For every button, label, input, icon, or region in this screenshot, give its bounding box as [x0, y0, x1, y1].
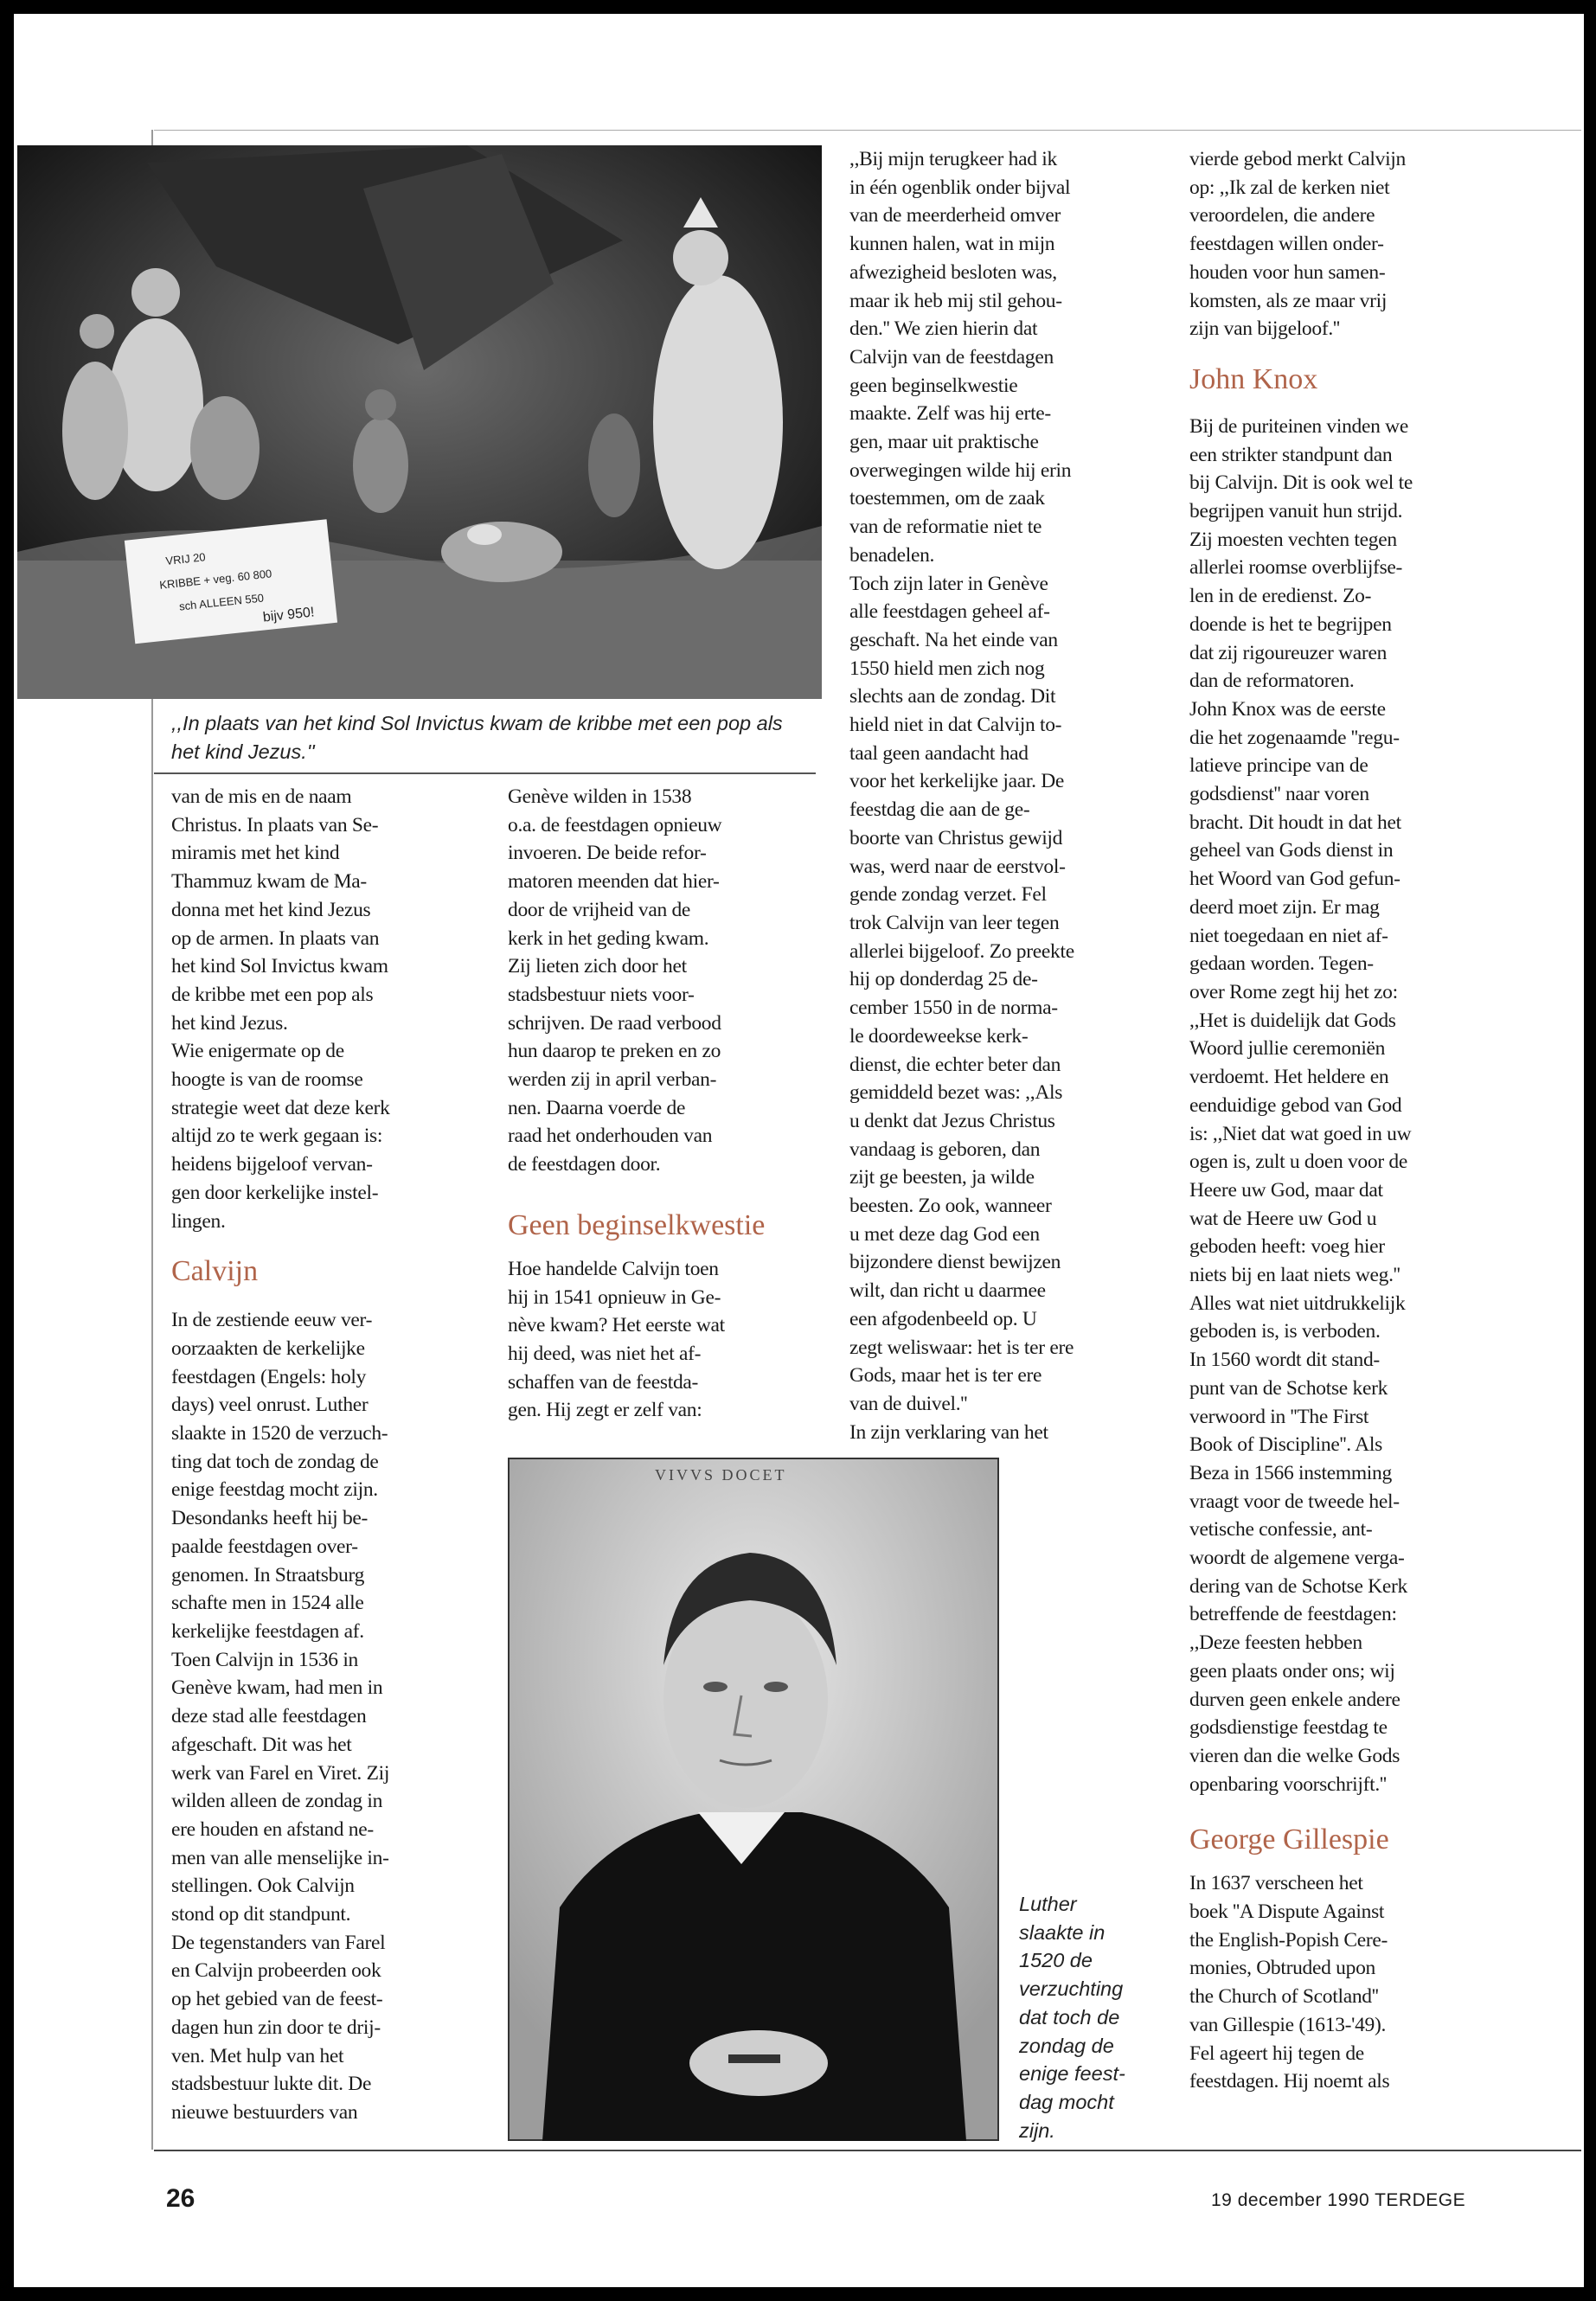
col1-line: ting dat toch de zondag de	[171, 1450, 379, 1473]
col4-line: verdoemt. Het heldere en	[1189, 1066, 1389, 1089]
col3-line: geschaft. Na het einde van	[849, 628, 1058, 651]
col1-line: stond op dit standpunt.	[171, 1903, 351, 1926]
col1-line: werk van Farel en Viret. Zij	[171, 1761, 390, 1785]
portrait-caption-line: dag mocht	[1019, 2090, 1114, 2113]
col1-line: nieuwe bestuurders van	[171, 2100, 358, 2124]
col4-line: geen plaats onder ons; wij	[1189, 1659, 1395, 1682]
top-rule	[154, 130, 1581, 131]
portrait-caption-line: enige feest-	[1019, 2062, 1125, 2086]
bottom-rule	[154, 2150, 1581, 2151]
scan-border-bottom	[0, 2287, 1596, 2301]
price-card-line-3: sch ALLEEN 550	[178, 591, 265, 613]
portrait-caption	[1019, 1890, 1149, 2144]
caption-rule	[154, 772, 816, 774]
col4-line: eenduidige gebod van God	[1189, 1093, 1402, 1117]
col1-line: paalde feestdagen over-	[171, 1535, 358, 1558]
portrait-caption-line: zondag de	[1019, 2034, 1114, 2057]
col1-line: feestdagen (Engels: holy	[171, 1365, 367, 1388]
col1-line: wilden alleen de zondag in	[171, 1790, 383, 1813]
col1-line: Toen Calvijn in 1536 in	[171, 1648, 358, 1671]
col4-line: geboden is, is verboden.	[1189, 1320, 1381, 1343]
col2-line: hij in 1541 opnieuw in Ge-	[508, 1285, 721, 1309]
col2-line: gen. Hij zegt er zelf van:	[508, 1399, 702, 1422]
col4-line: ogen is, zult u doen voor de	[1189, 1150, 1408, 1174]
column-1	[171, 783, 470, 2127]
col1-line: De tegenstanders van Farel	[171, 1931, 386, 1954]
col3-line: maakte. Zelf was hij erte-	[849, 402, 1051, 426]
col4-line: betreffende de feestdagen:	[1189, 1603, 1397, 1626]
col1-line: donna met het kind Jezus	[171, 898, 371, 921]
col4-line: vraagt voor de tweede hel-	[1189, 1490, 1400, 1513]
col3-line: benadelen.	[849, 543, 935, 567]
col3-line: cember 1550 in de norma-	[849, 997, 1058, 1020]
col3-line: kunnen halen, wat in mijn	[849, 233, 1055, 256]
portrait-caption-line: 1520 de	[1019, 1949, 1093, 1972]
col4-line: feestdagen. Hij noemt als	[1189, 2070, 1390, 2093]
col3-line: geen beginselkwestie	[849, 374, 1018, 397]
col3-line: toestemmen, om de zaak	[849, 487, 1045, 510]
col4-line: dering van de Schotse Kerk	[1189, 1574, 1407, 1598]
col2-line: nève kwam? Het eerste wat	[508, 1314, 725, 1337]
col1-line: heidens bijgeloof vervan-	[171, 1153, 373, 1176]
col4-line: the English-Popish Cere-	[1189, 1928, 1388, 1952]
col2-line: nen. Daarna voerde de	[508, 1096, 686, 1119]
col2-line: raad het onderhouden van	[508, 1125, 713, 1148]
col3-line: zegt weliswaar: het is ter ere	[849, 1336, 1074, 1359]
col1-line: Wie enigermate op de	[171, 1040, 344, 1063]
col2-line: matoren meenden dat hier-	[508, 870, 720, 894]
col2-line: invoeren. De beide refor-	[508, 842, 707, 865]
col3-line: dienst, die echter beter dan	[849, 1053, 1061, 1076]
col1-line: en Calvijn probeerden ook	[171, 1959, 381, 1983]
col4-line: Alles wat niet uitdrukkelijk	[1189, 1292, 1406, 1315]
col4-line: het Woord van God gefun-	[1189, 868, 1401, 891]
col3-line: in één ogenblik onder bijval	[849, 176, 1071, 199]
col1-line: strategie weet dat deze kerk	[171, 1096, 390, 1119]
col4-line: komsten, als ze maar vrij	[1189, 289, 1388, 312]
portrait-caption-line: slaakte in	[1019, 1920, 1106, 1944]
portrait-caption-line: zijn.	[1019, 2118, 1055, 2142]
col3-line: overwegingen wilde hij erin	[849, 458, 1072, 482]
col1-line: hoogte is van de roomse	[171, 1068, 363, 1092]
col3-line: voor het kerkelijke jaar. De	[849, 770, 1065, 793]
col3-line: le doordeweekse kerk-	[849, 1024, 1029, 1048]
col1-line: altijd zo te werk gegaan is:	[171, 1125, 383, 1148]
col3-line: maar ik heb mij stil gehou-	[849, 289, 1062, 312]
col4-line: allerlei roomse overblijfse-	[1189, 556, 1403, 580]
col4-line: Fel ageert hij tegen de	[1189, 2041, 1364, 2065]
nativity-scene-photo	[17, 145, 822, 699]
col4-line: gedaan worden. Tegen-	[1189, 952, 1374, 976]
scan-border-right	[1584, 0, 1596, 2301]
col3-line: zijt ge beesten, ja wilde	[849, 1166, 1035, 1189]
col4-line: geboden heeft: voeg hier	[1189, 1235, 1385, 1259]
col3-line: 1550 hield men zich nog	[849, 657, 1045, 680]
col4-line: bij Calvijn. Dit is ook wel te	[1189, 471, 1413, 495]
col4-line: die het zogenaamde ''regu-	[1189, 726, 1400, 749]
col4-line: Woord jullie ceremoniën	[1189, 1037, 1386, 1061]
col3-line: u denkt dat Jezus Christus	[849, 1109, 1055, 1132]
col4-line: is: ,,Niet dat wat goed in uw	[1189, 1122, 1412, 1145]
col1-line: Thammuz kwam de Ma-	[171, 870, 367, 894]
col1-line: Christus. In plaats van Se-	[171, 813, 379, 836]
col1-line: genomen. In Straatsburg	[171, 1563, 365, 1586]
col4-line: punt van de Schotse kerk	[1189, 1376, 1388, 1400]
col4-line: latieve principe van de	[1189, 754, 1368, 778]
col4-line: een strikter standpunt dan	[1189, 443, 1393, 466]
col3-line: vandaag is geboren, dan	[849, 1138, 1041, 1161]
heading-geen-beginselkwestie: Geen beginselkwestie	[508, 1208, 766, 1241]
col2-line: door de vrijheid van de	[508, 898, 691, 921]
col1-line: In de zestiende eeuw ver-	[171, 1309, 373, 1332]
col3-line: allerlei bijgeloof. Zo preekte	[849, 939, 1074, 963]
col3-line: van de reformatie niet te	[849, 516, 1042, 539]
col2-line: o.a. de feestdagen opnieuw	[508, 813, 722, 836]
col1-line: stadsbestuur lukte dit. De	[171, 2073, 372, 2096]
col3-line: Gods, maar het is ter ere	[849, 1364, 1042, 1388]
portrait-inscription: VIVVS DOCET	[655, 1466, 787, 1484]
col1-line: ven. Met hulp van het	[171, 2044, 344, 2067]
col4-line: dat zij rigoureuzer waren	[1189, 641, 1388, 664]
heading-george-gillespie: George Gillespie	[1189, 1823, 1389, 1856]
col4-line: verwoord in ''The First	[1189, 1405, 1369, 1428]
col1-line: dagen hun zin door te drij-	[171, 2016, 381, 2039]
col1-line: days) veel onrust. Luther	[171, 1394, 369, 1417]
col1-line: lingen.	[171, 1209, 226, 1233]
column-2	[508, 783, 819, 1425]
col2-line: hij deed, was niet het af-	[508, 1342, 702, 1365]
col1-line: van de mis en de naam	[171, 785, 352, 808]
col4-line: woordt de algemene verga-	[1189, 1547, 1405, 1570]
col4-line: John Knox was de eerste	[1189, 697, 1386, 721]
col1-line: oorzaakten de kerkelijke	[171, 1336, 365, 1360]
col4-line: Heere uw God, maar dat	[1189, 1178, 1383, 1202]
col4-line: bracht. Dit houdt in dat het	[1189, 811, 1401, 834]
col3-line: wilt, dan richt u daarmee	[849, 1279, 1046, 1303]
col1-line: men van alle menselijke in-	[171, 1846, 389, 1869]
col3-line: alle feestdagen geheel af-	[849, 600, 1050, 624]
col4-line: niets bij en laat niets weg.''	[1189, 1264, 1401, 1287]
col3-line: gende zondag verzet. Fel	[849, 883, 1047, 907]
col3-line: hield niet in dat Calvijn to-	[849, 714, 1062, 737]
portrait-caption-line: Luther	[1019, 1893, 1077, 1915]
col1-line: schafte men in 1524 alle	[171, 1592, 364, 1615]
col4-line: Book of Discipline''. Als	[1189, 1433, 1382, 1457]
photo-caption: ,,In plaats van het kind Sol Invictus kwam de kribbe met een pop als het kind Jezus.''	[171, 712, 783, 763]
col4-line: len in de eredienst. Zo-	[1189, 585, 1372, 608]
col2-line: Zij lieten zich door het	[508, 955, 687, 978]
col4-line: veroordelen, die andere	[1189, 204, 1375, 228]
col4-line: begrijpen vanuit hun strijd.	[1189, 500, 1403, 523]
col3-line: ,,Bij mijn terugkeer had ik	[849, 148, 1057, 170]
col1-line: Desondanks heeft hij be-	[171, 1507, 369, 1530]
col3-line: u met deze dag God een	[849, 1222, 1040, 1246]
col4-line: ,,Deze feesten hebben	[1189, 1631, 1362, 1655]
scan-border-top	[0, 0, 1596, 14]
col3-line: afwezigheid besloten was,	[849, 260, 1057, 284]
col3-line: taal geen aandacht had	[849, 741, 1029, 765]
col3-line: gen, maar uit praktische	[849, 431, 1039, 454]
col4-line: Beza in 1566 instemming	[1189, 1461, 1392, 1484]
col1-line: kerkelijke feestdagen af.	[171, 1619, 364, 1643]
col4-line: dan de reformatoren.	[1189, 670, 1355, 693]
col4-line: godsdienst'' naar voren	[1189, 783, 1369, 806]
col3-line: Calvijn van de feestdagen	[849, 345, 1054, 369]
col3-line: van de meerderheid omver	[849, 204, 1061, 228]
scan-border-left	[0, 0, 14, 2301]
heading-john-knox: John Knox	[1189, 362, 1318, 395]
price-card	[125, 519, 337, 644]
col3-line: was, werd naar de eerstvol-	[849, 855, 1066, 878]
col1-line: enige feestdag mocht zijn.	[171, 1478, 378, 1502]
col4-line: over Rome zegt hij het zo:	[1189, 980, 1398, 1003]
col1-line: op de armen. In plaats van	[171, 926, 380, 950]
col4-line: van Gillespie (1613-'49).	[1189, 2013, 1387, 2036]
col4-line: vierde gebod merkt Calvijn	[1189, 148, 1406, 170]
col1-line: het kind Jezus.	[171, 1011, 288, 1035]
col1-line: op het gebied van de feest-	[171, 1988, 383, 2011]
col3-line: hij op donderdag 25 de-	[849, 968, 1038, 991]
col2-line: stadsbestuur niets voor-	[508, 983, 695, 1006]
col4-line: zijn van bijgeloof.''	[1189, 317, 1340, 341]
col4-line: niet toegedaan en niet af-	[1189, 924, 1388, 947]
col2-line: schrijven. De raad verbood	[508, 1011, 721, 1035]
col1-line: gen door kerkelijke instel-	[171, 1181, 379, 1204]
col1-line: afgeschaft. Dit was het	[171, 1733, 352, 1756]
col4-line: ,,Het is duidelijk dat Gods	[1189, 1009, 1396, 1032]
col1-line: ere houden en afstand ne-	[171, 1817, 374, 1841]
col4-line: the Church of Scotland''	[1189, 1985, 1379, 2009]
col1-line: slaakte in 1520 de verzuch-	[171, 1422, 388, 1445]
col4-line: openbaring voorschrijft.''	[1189, 1772, 1387, 1796]
price-card-line-1: VRIJ 20	[164, 550, 207, 567]
col3-line: van de duivel.''	[849, 1392, 968, 1415]
col2-line: werden zij in april verban-	[508, 1068, 717, 1092]
col4-line: op: ,,Ik zal de kerken niet	[1189, 176, 1390, 199]
col4-line: durven geen enkele andere	[1189, 1688, 1401, 1711]
col2-line: Genève wilden in 1538	[508, 785, 692, 808]
col3-line: In zijn verklaring van het	[849, 1420, 1048, 1444]
col1-line: het kind Sol Invictus kwam	[171, 955, 388, 978]
column-3	[849, 145, 1161, 1446]
col1-line: Genève kwam, had men in	[171, 1676, 383, 1700]
col3-line: beesten. Zo ook, wanneer	[849, 1195, 1052, 1218]
col4-line: Bij de puriteinen vinden we	[1189, 414, 1408, 438]
col4-line: geheel van Gods dienst in	[1189, 839, 1394, 862]
col4-line: godsdienstige feestdag te	[1189, 1716, 1388, 1740]
col1-line: deze stad alle feestdagen	[171, 1705, 367, 1728]
col4-line: monies, Obtruded upon	[1189, 1957, 1375, 1980]
col4-line: houden voor hun samen-	[1189, 260, 1386, 284]
col4-line: In 1637 verscheen het	[1189, 1872, 1363, 1895]
col4-line: wat de Heere uw God u	[1189, 1207, 1377, 1230]
col1-line: miramis met het kind	[171, 842, 340, 865]
heading-calvijn: Calvijn	[171, 1255, 259, 1288]
price-card-line-2: KRIBBE + veg. 60 800	[158, 567, 272, 592]
col4-line: deerd moet zijn. Er mag	[1189, 895, 1380, 919]
col4-line: boek ''A Dispute Against	[1189, 1900, 1385, 1924]
column-4	[1189, 145, 1501, 2096]
col2-line: kerk in het geding kwam.	[508, 926, 709, 950]
col4-line: vieren dan die welke Gods	[1189, 1744, 1401, 1767]
col4-line: doende is het te begrijpen	[1189, 612, 1392, 636]
col2-line: hun daarop te preken en zo	[508, 1040, 721, 1063]
page-number: 26	[166, 2184, 195, 2213]
luther-portrait-photo	[508, 1458, 999, 2141]
col4-line: In 1560 wordt dit stand-	[1189, 1349, 1380, 1372]
portrait-caption-line: dat toch de	[1019, 2005, 1120, 2029]
col3-line: slechts aan de zondag. Dit	[849, 685, 1056, 708]
col3-line: feestdag die aan de ge-	[849, 798, 1030, 822]
col3-line: Toch zijn later in Genève	[849, 572, 1048, 595]
portrait-caption-line: verzuchting	[1019, 1977, 1124, 2001]
col4-line: Zij moesten vechten tegen	[1189, 528, 1397, 551]
col2-line: schaffen van de feestda-	[508, 1370, 699, 1394]
col3-line: trok Calvijn van leer tegen	[849, 911, 1060, 934]
col2-line: de feestdagen door.	[508, 1153, 661, 1176]
col3-line: den.'' We zien hierin dat	[849, 317, 1038, 341]
col1-line: stellingen. Ook Calvijn	[171, 1875, 355, 1898]
col3-line: gemiddeld bezet was: ,,Als	[849, 1081, 1063, 1105]
col4-line: feestdagen willen onder-	[1189, 233, 1384, 256]
col1-line: de kribbe met een pop als	[171, 983, 374, 1006]
col3-line: boorte van Christus gewijd	[849, 826, 1063, 849]
col3-line: een afgodenbeeld op. U	[849, 1307, 1037, 1330]
col4-line: vetische confessie, ant-	[1189, 1518, 1373, 1541]
col3-line: bijzondere dienst bewijzen	[849, 1251, 1061, 1274]
col2-line: Hoe handelde Calvijn toen	[508, 1257, 719, 1280]
publication-line: 19 december 1990 TERDEGE	[1211, 2190, 1466, 2210]
price-card-line-4: bijv 950!	[262, 605, 316, 625]
